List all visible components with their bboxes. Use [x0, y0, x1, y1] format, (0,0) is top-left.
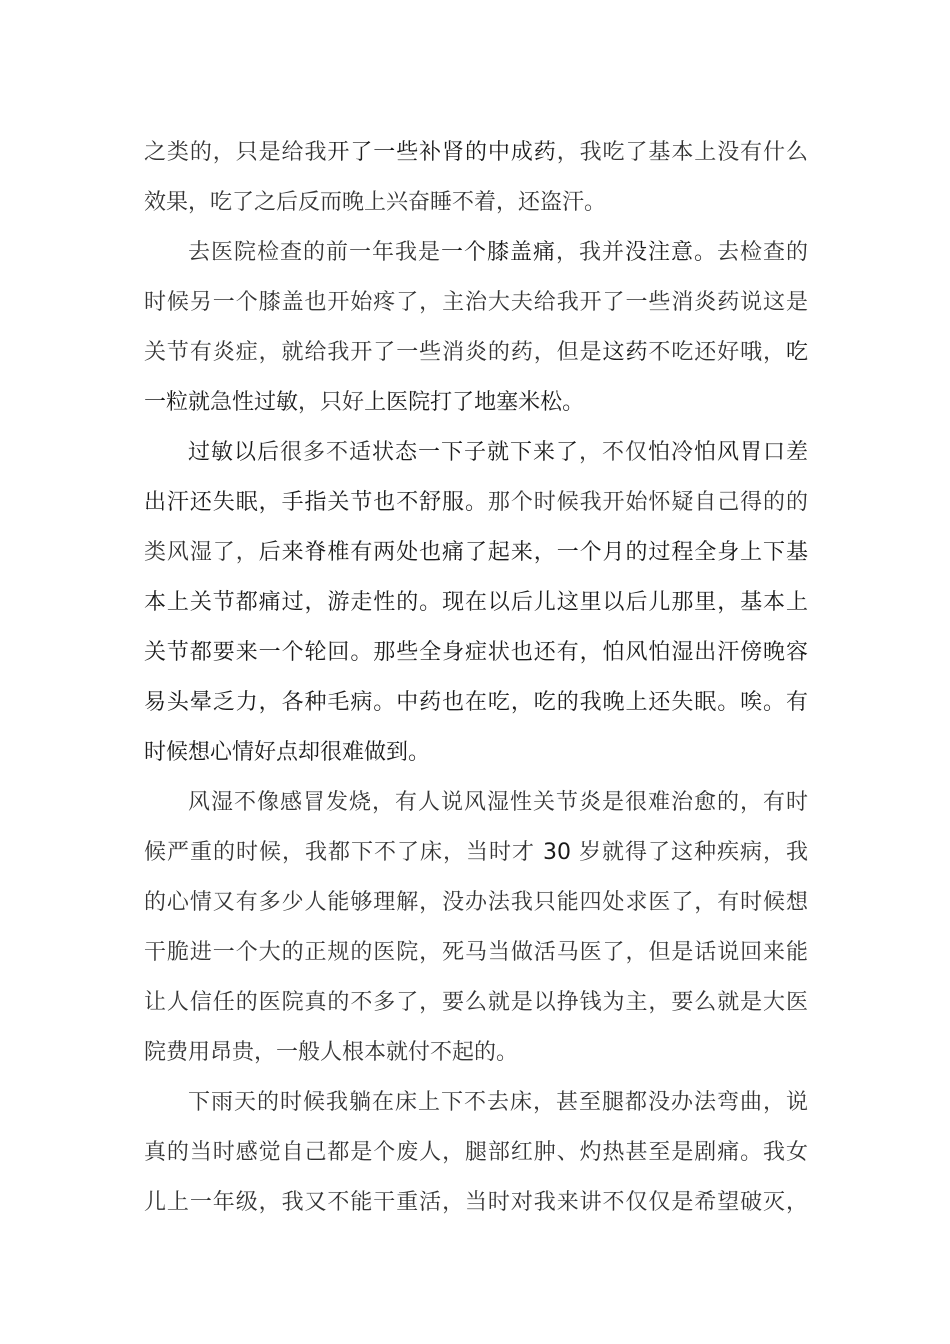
- text-segment: 让人信任的医院真的不多了，要么就是以挣钱为主，要么就是大医: [144, 990, 808, 1015]
- text-segment: 不吃还好哦，: [648, 340, 786, 365]
- text-segment: 急: [210, 390, 233, 415]
- text-line: [144, 228, 808, 278]
- text-segment: 时候另一个膝盖也开始疼了，主治大夫给我开了一些消炎药说这是: [144, 290, 808, 315]
- text-segment: 性过敏: [232, 390, 299, 415]
- text-segment: 候严重的时候，我都下不了床，当时才: [144, 840, 543, 865]
- text-segment: 上医院打了地塞米松。: [364, 390, 585, 415]
- text-line: [144, 878, 808, 928]
- text-line: [144, 1078, 808, 1128]
- text-line: [144, 378, 808, 428]
- text-segment: 很多不适: [280, 440, 372, 465]
- text-segment: 关节都要来一个轮回。那些全身症状也还有，怕风怕湿出汗傍晚容: [144, 640, 808, 665]
- text-line: [144, 978, 808, 1028]
- text-segment: ，不仅: [578, 440, 648, 465]
- text-line: [144, 628, 808, 678]
- text-segment: 岁就得了这种疾病，我: [571, 840, 808, 865]
- text-line: [144, 678, 808, 728]
- text-segment: 那个时候我开始怀疑自己得的的: [487, 490, 808, 515]
- text-segment: 30: [543, 840, 571, 865]
- text-segment: 吃: [785, 340, 808, 365]
- text-line: [144, 478, 808, 528]
- text-segment: 之类的，只是给我: [144, 140, 328, 165]
- text-segment: ，我并: [555, 240, 625, 265]
- text-line: [144, 328, 808, 378]
- text-segment: 干脆进一个大的正规的医院，死马当做活马医了，但是话说回来能: [144, 940, 808, 965]
- text-line: [144, 278, 808, 328]
- text-segment: 关节有炎症，就给我开了一些消炎的药，但是: [144, 340, 603, 365]
- text-segment: 去检查的: [716, 240, 808, 265]
- text-segment: 没注意。: [624, 240, 717, 265]
- text-segment: 的心情又有多少人能够理解，没办法我只能四处求医了，有时候想: [144, 890, 808, 915]
- text-segment: ，只好: [298, 390, 365, 415]
- text-line: [144, 578, 808, 628]
- text-line: [144, 428, 808, 478]
- text-segment: 一粒就: [144, 390, 211, 415]
- text-segment: 类风湿了，: [144, 540, 259, 565]
- text-segment: 风湿不像感冒发烧，有人说风湿性关节炎是很难治愈的，有时: [188, 790, 808, 815]
- text-segment: 本上关节都痛过，游走性的。现在以后儿这里以后儿那里，基本上: [144, 590, 808, 615]
- text-line: [144, 128, 808, 178]
- text-line: [144, 728, 808, 778]
- text-segment: 开了一些补肾的中成药: [327, 140, 557, 165]
- text-segment: 真的当时感觉自己都是个废人，腿部红肿、灼热甚至是剧痛。我女: [144, 1140, 808, 1165]
- text-segment: 院费用昂贵，一般人根本就付不起的。: [144, 1040, 519, 1065]
- text-segment: 这药: [602, 340, 649, 365]
- text-segment: 下雨天的时候我躺在床上下不去床，甚至腿都没办法弯曲，说: [188, 1090, 808, 1115]
- text-line: [144, 828, 808, 878]
- text-segment: 怕冷怕风胃口差: [647, 440, 808, 465]
- text-segment: 儿上一年级，我又不能干重活，当时对我来讲不仅仅是希望破灭，: [144, 1190, 808, 1215]
- text-segment: 去医院检查的前一年我是: [188, 240, 441, 265]
- text-segment: 时候想心情好点却很难做到。: [144, 740, 431, 765]
- text-line: [144, 1128, 808, 1178]
- text-line: [144, 1178, 808, 1228]
- text-segment: 后来脊椎有两处也痛了起来，一个月的过程全身上下基: [258, 540, 808, 565]
- text-segment: 过敏以后: [188, 440, 280, 465]
- text-segment: 效果，吃了之后反而晚上兴奋睡不着，还盗汗。: [144, 190, 607, 215]
- text-line: [144, 528, 808, 578]
- text-segment: 易头晕乏力，各种毛病。中药也在吃，吃的我晚上还失眠。唉。有: [144, 690, 808, 715]
- document-body-text: [144, 128, 808, 1228]
- text-segment: 一个膝盖痛: [440, 240, 556, 265]
- text-line: [144, 178, 808, 228]
- text-segment: 状态一下子就下来了: [372, 440, 579, 465]
- text-segment: 出汗还失眠，手指关节也不舒服。: [144, 490, 488, 515]
- text-line: [144, 778, 808, 828]
- text-line: [144, 1028, 808, 1078]
- text-segment: ，我吃了基本上没有什么: [556, 140, 808, 165]
- text-line: [144, 928, 808, 978]
